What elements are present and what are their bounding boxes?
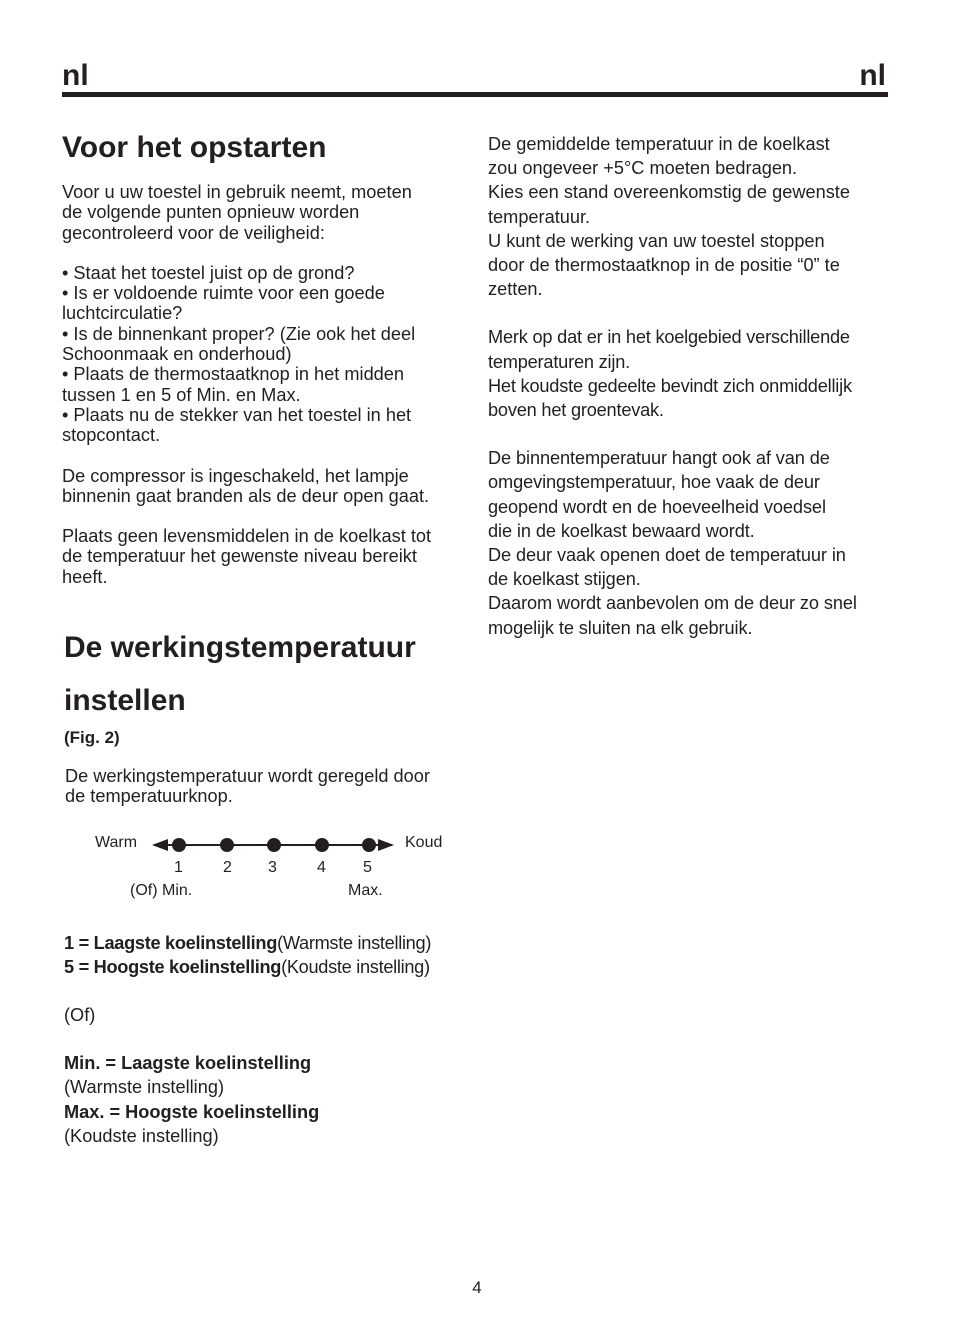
text-line: binnenin gaat branden als de deur open gaat.	[62, 485, 430, 506]
scale-label-cold: Koud	[405, 833, 443, 851]
scale-label-max: Max.	[348, 881, 383, 899]
text-line: de temperatuurknop.	[65, 786, 233, 807]
section-temperature	[62, 621, 472, 1148]
text-line: • Plaats nu de stekker van het toestel in het	[62, 404, 412, 425]
text-line: • Is de binnenkant proper? (Zie ook het deel	[62, 323, 416, 344]
scale-number-5: 5	[363, 858, 372, 876]
text-line: De binnentemperatuur hangt ook af van de	[488, 448, 830, 469]
text-line: de temperatuur het gewenste niveau bereikt	[62, 546, 417, 567]
text-line: temperaturen zijn.	[488, 351, 630, 372]
checklist-item	[62, 283, 472, 324]
inside-temperature-paragraph	[488, 446, 898, 640]
text-line: omgevingstemperatuur, hoe vaak de deur	[488, 472, 820, 493]
checklist	[62, 263, 472, 446]
checklist-item	[62, 324, 472, 365]
scale-number-3: 3	[268, 858, 277, 876]
text-line: door de thermostaatknop in de positie “0” te	[488, 255, 840, 276]
text-line: zetten.	[488, 279, 543, 300]
legend-line: (Warmste instelling)	[64, 1077, 225, 1098]
checklist-item	[62, 263, 472, 283]
section-title-temperature	[64, 621, 472, 727]
text-line: Merk op dat er in het koelgebied verschillende	[488, 327, 850, 348]
text-line: De werkingstemperatuur wordt geregeld door	[65, 766, 430, 787]
legend-line: 5 = Hoogste koelinstelling(Koudste instelling)	[64, 956, 430, 977]
text-line: Het koudste gedeelte bevindt zich onmiddellijk	[488, 375, 852, 396]
legend-line: 1 = Laagste koelinstelling(Warmste instelling)	[64, 932, 432, 953]
language-code-left: nl	[62, 59, 89, 92]
scale-label-min: (Of) Min.	[130, 881, 193, 899]
compressor-paragraph	[62, 466, 472, 507]
scale-label-warm: Warm	[95, 833, 138, 851]
left-column	[62, 126, 472, 1148]
text-line: U kunt de werking van uw toestel stoppen	[488, 230, 825, 251]
scale-dot-2	[220, 838, 234, 852]
scale-dot-3	[267, 838, 281, 852]
text-line: zou ongeveer +5°C moeten bedragen.	[488, 158, 798, 179]
average-temperature-paragraph	[488, 132, 898, 301]
text-line: heeft.	[62, 566, 108, 587]
text-line: Plaats geen levensmiddelen in de koelkast tot	[62, 526, 432, 547]
text-line: • Staat het toestel juist op de grond?	[62, 262, 355, 283]
legend-line: Min. = Laagste koelinstelling	[64, 1053, 312, 1074]
food-paragraph	[62, 526, 472, 587]
scale-number-2: 2	[223, 858, 232, 876]
title-line: instellen	[64, 684, 186, 718]
scale-dot-1	[172, 838, 186, 852]
text-line: Schoonmaak en onderhoud)	[62, 344, 292, 365]
cooling-zones-paragraph	[488, 325, 898, 422]
text-line: temperatuur.	[488, 206, 591, 227]
section-title-startup: Voor het opstarten	[62, 131, 327, 164]
header-rule	[62, 92, 888, 97]
page-number: 4	[472, 1278, 482, 1297]
text-line: die in de koelkast bewaard wordt.	[488, 520, 755, 541]
text-line: Daarom wordt aanbevolen om de deur zo snel	[488, 593, 857, 614]
text-line: De gemiddelde temperatuur in de koelkast	[488, 134, 830, 154]
scale-number-1: 1	[174, 858, 183, 876]
text-line: luchtcirculatie?	[62, 303, 183, 324]
scale-dot-5	[362, 838, 376, 852]
temperature-intro	[64, 766, 472, 807]
text-line: stopcontact.	[62, 425, 161, 446]
text-line: de koelkast stijgen.	[488, 569, 641, 590]
min-max-legend	[64, 1051, 472, 1148]
text-line: de volgende punten opnieuw worden	[62, 202, 360, 223]
text-line: De compressor is ingeschakeld, het lampje	[62, 465, 409, 486]
text-line: tussen 1 en 5 of Min. en Max.	[62, 384, 301, 405]
text-line: gecontroleerd voor de veiligheid:	[62, 222, 325, 243]
text-line: Kies een stand overeenkomstig de gewenste	[488, 182, 850, 203]
text-line: De deur vaak openen doet de temperatuur in	[488, 545, 846, 566]
arrow-right-icon	[378, 839, 394, 851]
text-line: mogelijk te sluiten na elk gebruik.	[488, 617, 753, 638]
text-line: geopend wordt en de hoeveelheid voedsel	[488, 496, 826, 517]
thermostat-scale	[92, 829, 492, 911]
right-column	[488, 132, 898, 640]
legend-line: (Koudste instelling)	[64, 1125, 219, 1146]
figure-reference: (Fig. 2)	[64, 728, 120, 748]
legend-line: Max. = Hoogste koelinstelling	[64, 1101, 320, 1122]
arrow-left-icon	[152, 839, 168, 851]
checklist-item	[62, 364, 472, 405]
text-line: Voor u uw toestel in gebruik neemt, moeten	[62, 182, 412, 202]
setting-legend	[64, 931, 472, 979]
text-line: • Plaats de thermostaatknop in het midden	[62, 364, 405, 385]
language-code-right: nl	[859, 59, 886, 92]
scale-number-4: 4	[317, 858, 326, 876]
startup-intro	[62, 182, 472, 243]
title-line: De werkingstemperatuur	[64, 631, 416, 665]
checklist-item	[62, 405, 472, 446]
or-text: (Of)	[64, 1005, 96, 1026]
text-line: boven het groentevak.	[488, 400, 664, 421]
scale-dot-4	[315, 838, 329, 852]
text-line: • Is er voldoende ruimte voor een goede	[62, 283, 385, 304]
